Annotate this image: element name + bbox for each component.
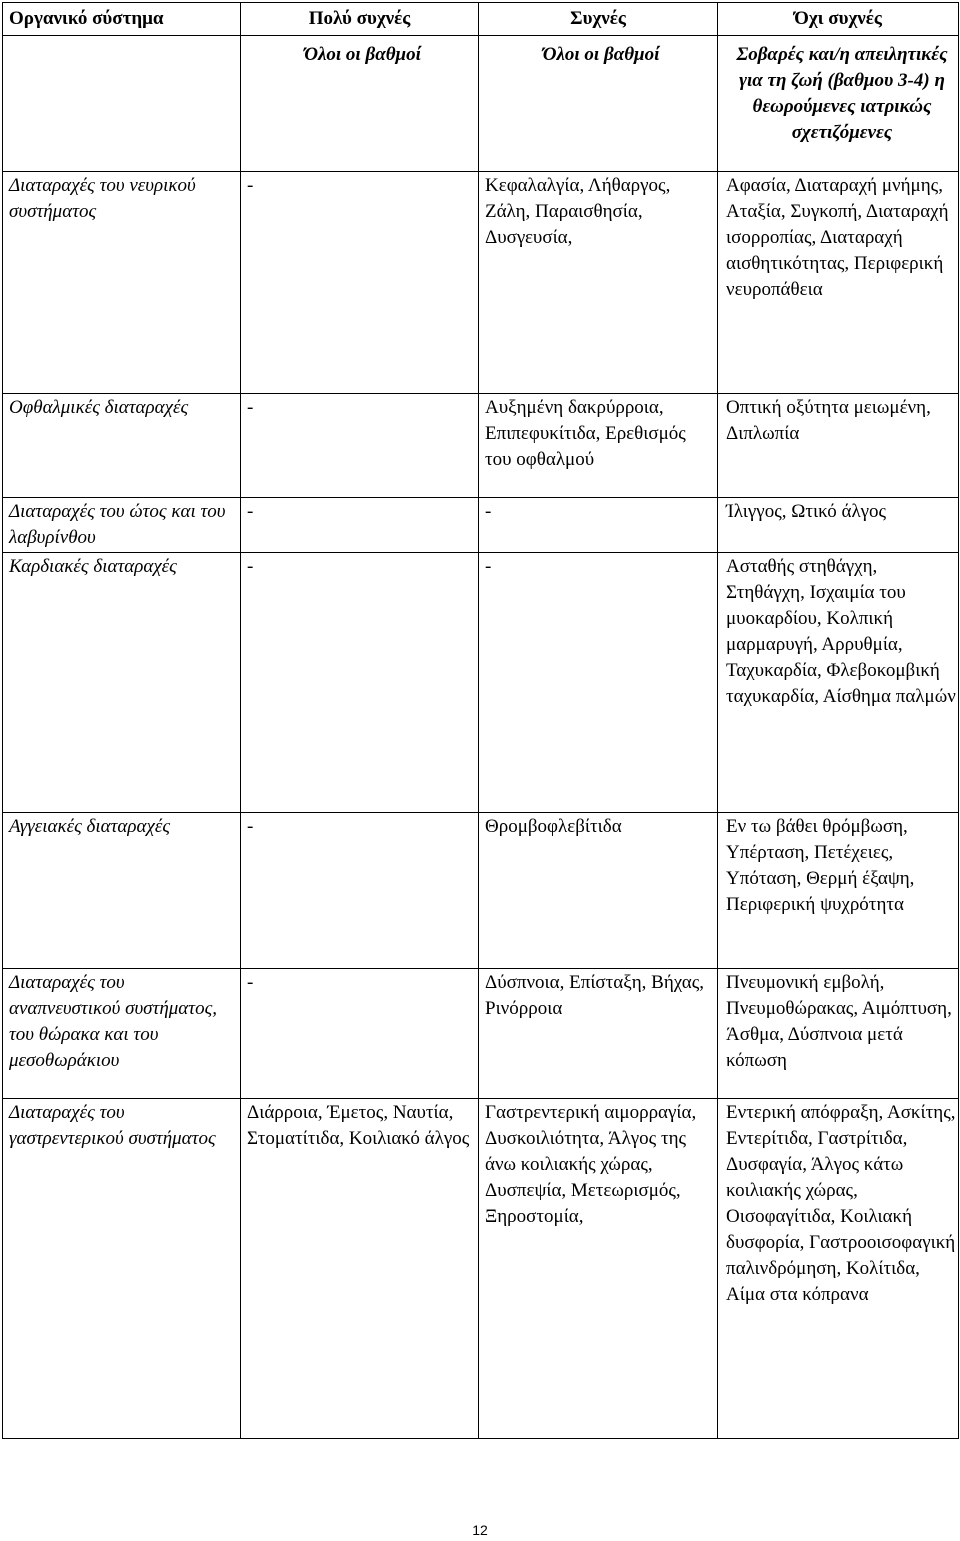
adverse-reactions-table (2, 2, 959, 1439)
header-very-common: Πολύ συχνές (241, 3, 479, 36)
organ-system-cell: Διαταραχές του γαστρεντερικού συστήματος (3, 1099, 241, 1439)
common-cell: Δύσπνοια, Επίσταξη, Βήχας, Ρινόρροια (479, 969, 718, 1099)
table-row (3, 1099, 959, 1439)
uncommon-cell: Αφασία, Διαταραχή μνήμης, Αταξία, Συγκοπή, Διαταραχή ισορροπίας, Διαταραχή αισθητικότητας, Περιφερική νευροπάθεια (718, 172, 959, 394)
header-row (3, 3, 959, 36)
common-cell: Γαστρεντερική αιμορραγία, Δυσκοιλιότητα, Άλγος της άνω κοιλιακής χώρας, Δυσπεψία, Μετεωρισμός, Ξηροστομία, (479, 1099, 718, 1439)
header-organ-system: Οργανικό σύστημα (3, 3, 241, 36)
organ-system-cell: Οφθαλμικές διαταραχές (3, 394, 241, 498)
table-row (3, 394, 959, 498)
uncommon-cell: Ασταθής στηθάγχη, Στηθάγχη, Ισχαιμία του μυοκαρδίου, Κολπική μαρμαρυγή, Αρρυθμία, Ταχυκαρδία, Φλεβοκομβική ταχυκαρδία, Αίσθημα παλμών (718, 553, 959, 813)
organ-system-cell: Διαταραχές του ώτος και του λαβυρίνθου (3, 498, 241, 553)
very-common-cell: Διάρροια, Έμετος, Ναυτία, Στοματίτιδα, Κοιλιακό άλγος (241, 1099, 479, 1439)
uncommon-cell: Πνευμονική εμβολή, Πνευμοθώρακας, Αιμόπτυση, Άσθμα, Δύσπνοια μετά κόπωση (718, 969, 959, 1099)
table-row (3, 172, 959, 394)
subheader-very-common: Όλοι οι βαθμοί (241, 36, 479, 172)
very-common-cell: - (241, 553, 479, 813)
uncommon-cell: Οπτική οξύτητα μειωμένη, Διπλωπία (718, 394, 959, 498)
subheader-uncommon: Σοβαρές και/η απειλητικές για τη ζωή (βαθμου 3-4) η θεωρούμενες ιατρικώς σχετιζόμενες (718, 36, 959, 172)
common-cell: Κεφαλαλγία, Λήθαργος, Ζάλη, Παραισθησία, Δυσγευσία, (479, 172, 718, 394)
subheader-common: Όλοι οι βαθμοί (479, 36, 718, 172)
table-row (3, 813, 959, 969)
very-common-cell: - (241, 172, 479, 394)
very-common-cell: - (241, 498, 479, 553)
table-row (3, 553, 959, 813)
very-common-cell: - (241, 394, 479, 498)
very-common-cell: - (241, 969, 479, 1099)
uncommon-cell: Ίλιγγος, Ωτικό άλγος (718, 498, 959, 553)
organ-system-cell: Διαταραχές του αναπνευστικού συστήματος, του θώρακα και του μεσοθωράκιου (3, 969, 241, 1099)
subheader-row (3, 36, 959, 172)
subheader-organ-system (3, 36, 241, 172)
common-cell: Αυξημένη δακρύρροια, Επιπεφυκίτιδα, Ερεθισμός του οφθαλμού (479, 394, 718, 498)
organ-system-cell: Αγγειακές διαταραχές (3, 813, 241, 969)
common-cell: Θρομβοφλεβίτιδα (479, 813, 718, 969)
header-uncommon: Όχι συχνές (718, 3, 959, 36)
uncommon-cell: Εντερική απόφραξη, Ασκίτης, Εντερίτιδα, Γαστρίτιδα, Δυσφαγία, Άλγος κάτω κοιλιακής χώρας, Οισοφαγίτιδα, Κοιλιακή δυσφορία, Γαστροοισοφαγική παλινδρόμηση, Κολίτιδα, Αίμα στα κόπρανα (718, 1099, 959, 1439)
table-row (3, 969, 959, 1099)
common-cell: - (479, 553, 718, 813)
common-cell: - (479, 498, 718, 553)
uncommon-cell: Εν τω βάθει θρόμβωση, Υπέρταση, Πετέχειες, Υπόταση, Θερμή έξαψη, Περιφερική ψυχρότητα (718, 813, 959, 969)
very-common-cell: - (241, 813, 479, 969)
page-number: 12 (472, 1522, 488, 1538)
header-common: Συχνές (479, 3, 718, 36)
organ-system-cell: Καρδιακές διαταραχές (3, 553, 241, 813)
table-row (3, 498, 959, 553)
organ-system-cell: Διαταραχές του νευρικού συστήματος (3, 172, 241, 394)
